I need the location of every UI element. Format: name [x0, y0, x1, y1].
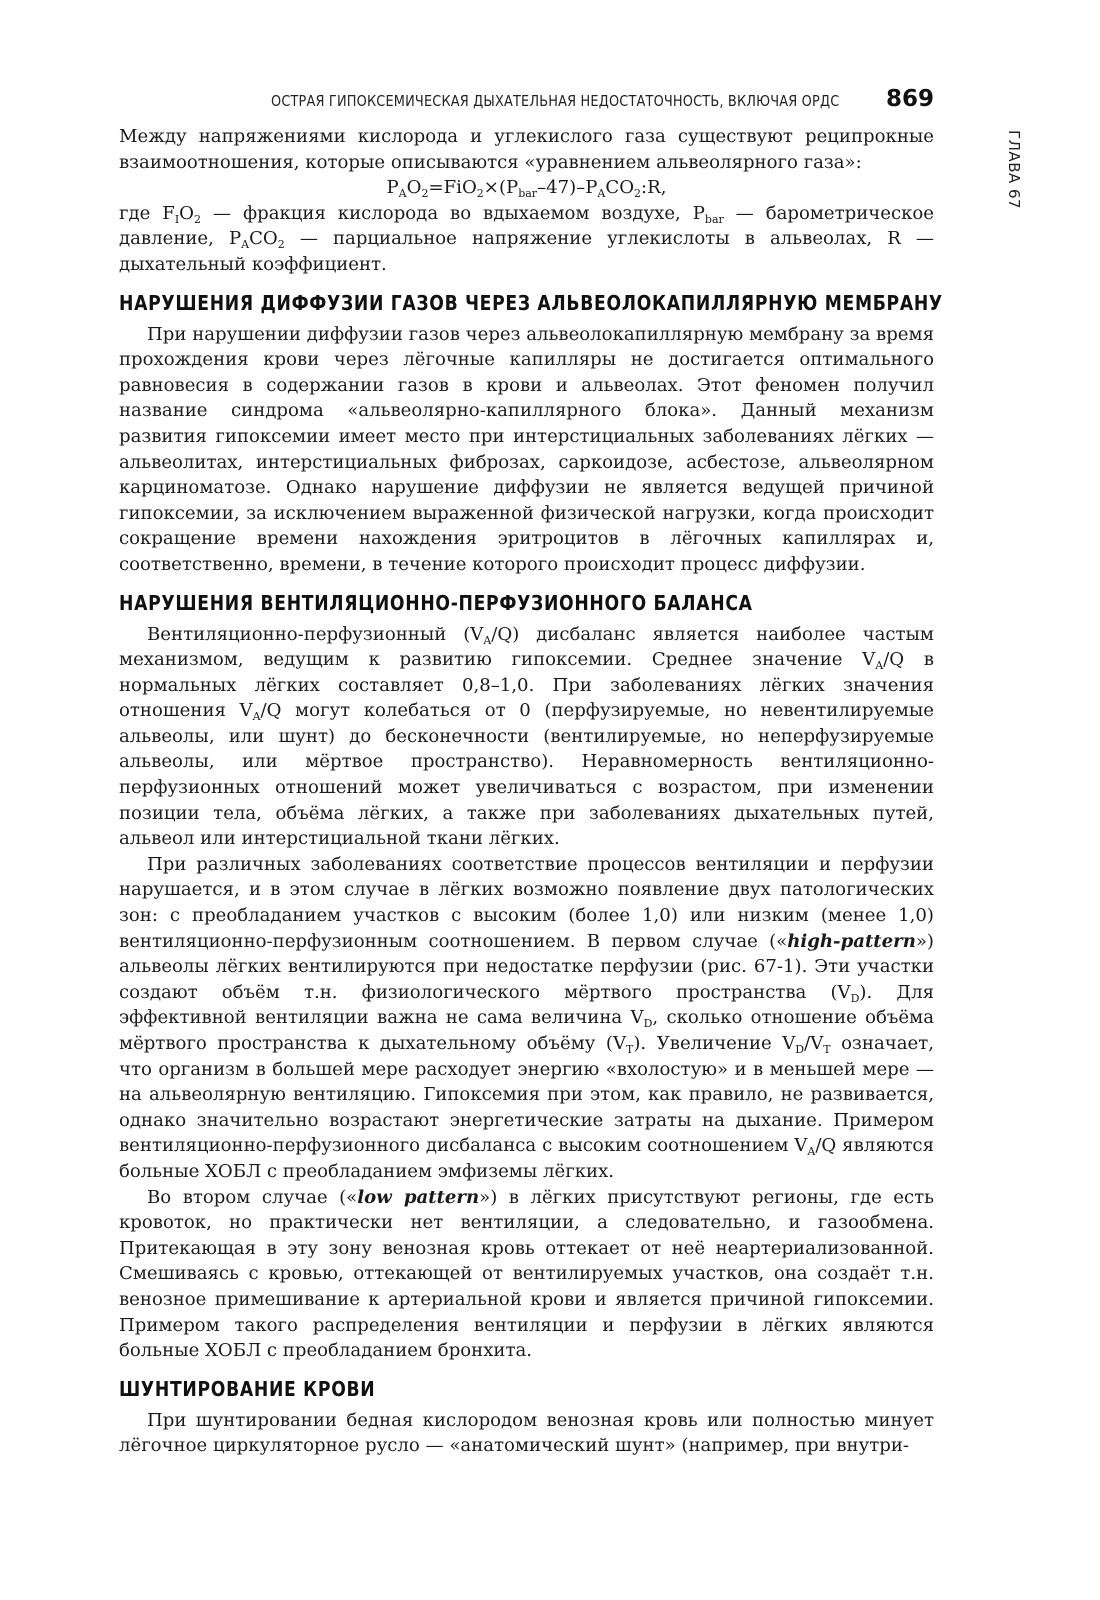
vq-paragraph-2: При различных заболеваниях соответствие процессов вентиляции и перфузии нарушается, и в этом случае в лёгких возможно появление двух патологических зон: с преобладанием участков с высоким (более 1,0) или низким (менее 1,0) вентиляционно-перфузионным соотношением. В первом случае («high-pattern») альвеолы лёгких вентилируются при недостатке перфузии (рис. 67-1). Эти участки создают объём т.н. физиологического мёртвого пространства $(V_D)$. Для эффективной вентиляции важна не сама величина $V_D$, сколько отношение объёма мёртвого пространства к дыхательному объёму $(V_T)$. Увеличение $V_D/V_T$ означает, что организм в большей мере расходует энергию «вхолостую» и в меньшей мере — на альвеолярную вентиляцию. Гипоксемия при этом, как правило, не развивается, однако значительно возрастают энергетические затраты на дыхание. Примером вентиляционно-перфузионного дисбаланса с высоким соотношением $V_A/Q$ являются больные ХОБЛ с преобладанием эмфиземы лёгких. [119, 853, 934, 1182]
equation-legend: где $F_IO_2$ — фракция кислорода во вдыхаемом воздухе, $P_{bar}$ — барометрическое давление, $P_ACO_2$ — парциальное напряжение углекислоты в альвеолах, R — дыхательный коэффициент. [119, 202, 934, 275]
section-heading-diffusion: НАРУШЕНИЯ ДИФФУЗИИ ГАЗОВ ЧЕРЕЗ АЛЬВЕОЛОКАПИЛЛЯРНУЮ МЕМБРАНУ [119, 290, 943, 315]
vq-paragraph-3: Во втором случае («low pattern») в лёгких присутствуют регионы, где есть кровоток, но практически нет вентиляции, а следовательно, и газообмена. Притекающая в эту зону венозная кровь оттекает от неё неартериализованной. Смешиваясь с кровью, оттекающей от вентилируемых участков, она создаёт т.н. венозное примешивание к артериальной крови и является причиной гипоксемии. Примером такого распределения вентиляции и перфузии в лёгких являются больные ХОБЛ с преобладанием бронхита. [119, 1186, 934, 1362]
running-header [119, 88, 934, 118]
alveolar-gas-equation: $P_AO_2=FiO_2\times(P_{bar}-47)-P_ACO_2:R$, [386, 177, 667, 201]
shunting-paragraph: При шунтировании бедная кислородом венозная кровь или полностью минует лёгочное циркуляторное русло — «анатомический шунт» (например, при внутри- [119, 1409, 934, 1457]
chapter-side-tab: ГЛАВА 67 [1005, 130, 1023, 210]
diffusion-paragraph: При нарушении диффузии газов через альвеолокапиллярную мембрану за время прохождения крови через лёгочные капилляры не достигается оптимального равновесия в содержании газов в крови и альвеолах. Этот феномен получил название синдрома «альвеолярно-капиллярного блока». Данный механизм развития гипоксемии имеет место при интерстициальных заболеваниях лёгких — альвеолитах, интерстициальных фиброзах, саркоидозе, асбестозе, альвеолярном карциноматозе. Однако нарушение диффузии не является ведущей причиной гипоксемии, за исключением выраженной физической нагрузки, когда происходит сокращение времени нахождения эритроцитов в лёгочных капиллярах и, соответственно, времени, в течение которого происходит процесс диффузии. [119, 323, 934, 575]
page-body [119, 124, 943, 1459]
intro-paragraph: Между напряжениями кислорода и углекислого газа существуют реципрокные взаимоотношения, которые описываются «уравнением альвеолярного газа»: [119, 126, 934, 173]
section-heading-vq-balance: НАРУШЕНИЯ ВЕНТИЛЯЦИОННО-ПЕРФУЗИОННОГО БАЛАНСА [119, 590, 753, 615]
vq-paragraph-1: Вентиляционно-перфузионный $(V_A/Q)$ дисбаланс является наиболее частым механизмом, ведущим к развитию гипоксемии. Среднее значение $V_A/Q$ в нормальных лёгких составляет 0,8–1,0. При заболеваниях лёгких значения отношения $V_A/Q$ могут колебаться от 0 (перфузируемые, но невентилируемые альвеолы, или шунт) до бесконечности (вентилируемые, но неперфузируемые альвеолы, или мёртвое пространство). Неравномерность вентиляционно-перфузионных отношений может увеличиваться с возрастом, при изменении позиции тела, объёма лёгких, а также при заболеваниях дыхательных путей, альвеол или интерстициальной ткани лёгких. [119, 623, 934, 850]
running-header-title: ОСТРАЯ ГИПОКСЕМИЧЕСКАЯ ДЫХАТЕЛЬНАЯ НЕДОСТАТОЧНОСТЬ, ВКЛЮЧАЯ ОРДС [271, 92, 840, 110]
section-heading-shunting: ШУНТИРОВАНИЕ КРОВИ [119, 1376, 376, 1401]
page-number: 869 [885, 86, 934, 112]
